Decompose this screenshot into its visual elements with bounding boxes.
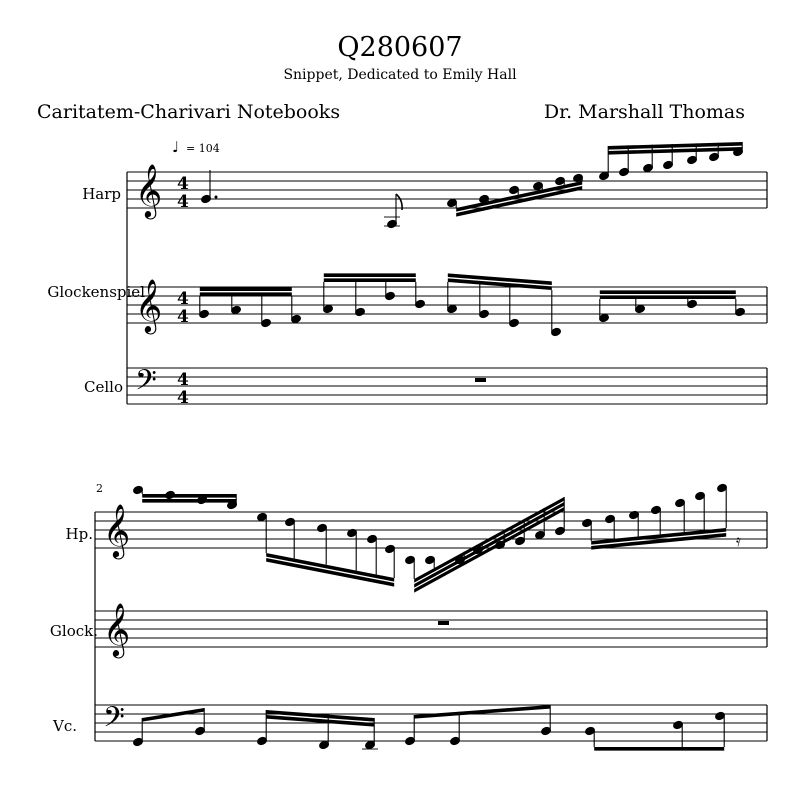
score-title: Q280607 <box>337 32 463 63</box>
clefs <box>103 163 189 741</box>
augmentation-dot <box>215 196 218 199</box>
note-beam <box>200 287 292 291</box>
note-beam <box>600 295 736 299</box>
note-beam <box>324 278 416 282</box>
instrument-label-glockenspiel: Glockenspiel <box>47 283 145 301</box>
score-subtitle: Snippet, Dedicated to Emily Hall <box>283 67 517 83</box>
note-beam <box>142 499 236 503</box>
instrument-label-cello: Cello <box>84 378 123 396</box>
bass-clef-icon: 𝄢 <box>103 701 125 741</box>
note-beam <box>594 747 724 751</box>
treble-clef-icon: 𝄞 <box>135 278 163 332</box>
note-beam <box>414 497 564 583</box>
quarter-note-icon: ♩ <box>172 138 180 156</box>
treble-clef-icon: 𝄞 <box>103 503 131 557</box>
note-beam <box>600 290 736 294</box>
note-beam <box>456 186 582 217</box>
time-signature-bottom: 4 <box>177 192 189 212</box>
treble-clef-icon: 𝄞 <box>135 163 163 217</box>
time-signature-top: 4 <box>177 370 189 390</box>
whole-rest <box>475 378 486 382</box>
sixteenth-rest-icon: 𝄿 <box>736 531 741 550</box>
note-beam <box>456 181 582 212</box>
note-beam <box>324 273 416 277</box>
note-beam <box>414 507 564 593</box>
staff-lines <box>95 172 767 741</box>
instrument-label-glock: Glock. <box>49 622 98 640</box>
notes <box>133 138 746 751</box>
note-beam <box>142 494 236 498</box>
note-beam <box>266 558 394 587</box>
time-signature-top: 4 <box>177 174 189 194</box>
instrument-label-harp: Harp <box>82 185 121 203</box>
bass-clef-icon: 𝄢 <box>135 364 157 404</box>
note-beam <box>414 705 550 719</box>
time-signature-top: 4 <box>177 289 189 309</box>
whole-rest <box>438 621 449 625</box>
note-beam <box>200 292 292 296</box>
publisher-name: Caritatem-Charivari Notebooks <box>37 101 341 123</box>
time-signature-bottom: 4 <box>177 388 189 408</box>
tempo-marking: = 104 <box>186 142 220 155</box>
barlines <box>95 172 767 741</box>
instrument-label-hp: Hp. <box>65 525 93 543</box>
note-beam <box>414 502 564 588</box>
time-signature-bottom: 4 <box>177 307 189 327</box>
composer-name: Dr. Marshall Thomas <box>543 101 745 123</box>
note-beam <box>266 553 394 582</box>
treble-clef-icon: 𝄞 <box>103 602 131 656</box>
measure-number: 2 <box>96 482 103 495</box>
note-beam <box>142 708 204 722</box>
instrument-label-vc: Vc. <box>52 717 77 735</box>
